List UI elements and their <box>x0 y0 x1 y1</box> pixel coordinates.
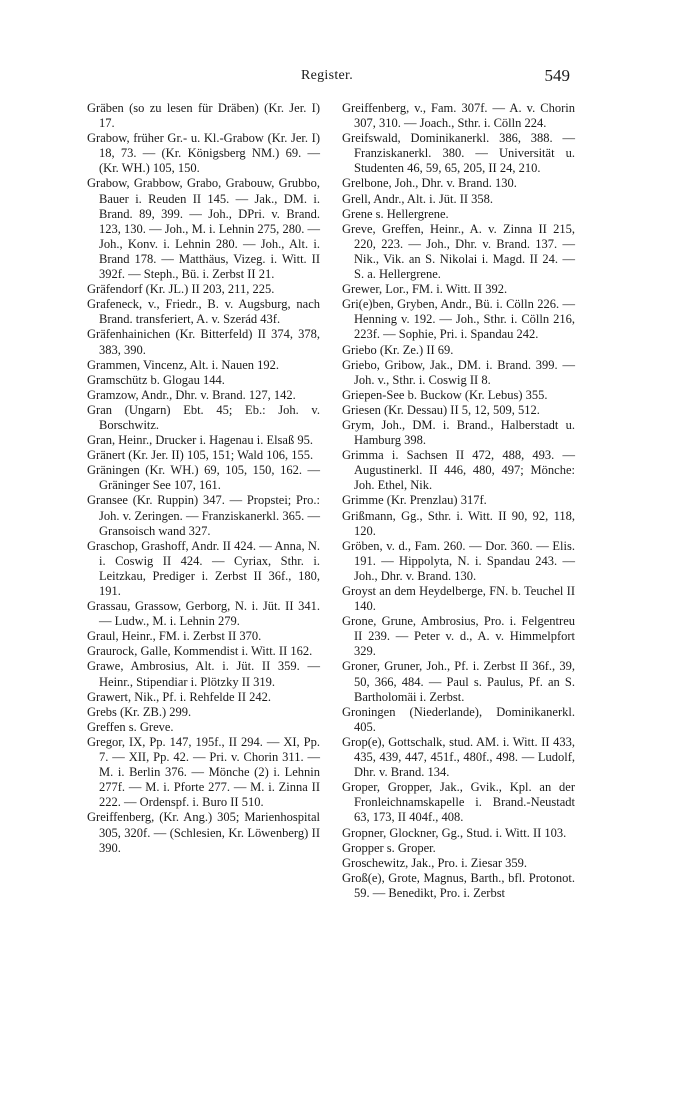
index-entry: Gräfendorf (Kr. JL.) II 203, 211, 225. <box>87 282 275 297</box>
running-title: Register. <box>300 68 354 83</box>
index-entry: Grelbone, Joh., Dhr. v. Brand. 130. <box>342 176 517 191</box>
index-entry: Groschewitz, Jak., Pro. i. Ziesar 359. <box>342 855 528 870</box>
index-entry: Grell, Andr., Alt. i. Jüt. II 358. <box>342 191 494 206</box>
index-entry: Greffen s. Greve. <box>87 719 174 734</box>
index-entry: Grop(e), Gottschalk, stud. AM. i. Witt. II 433, 435, 439, 447, 451f., 480f., 498. — Ludolf, Dhr. v. Brand. 134. <box>342 734 575 780</box>
index-entry: Greve, Greffen, Heinr., A. v. Zinna II 215, 220, 223. — Joh., Dhr. v. Brand. 137. — Nik., Vik. an S. Nikolai i. Magd. II 24. — S. a. Hellergrene. <box>342 221 575 282</box>
index-entry: Griebo, Gribow, Jak., DM. i. Brand. 399. — Joh. v., Sthr. i. Coswig II 8. <box>342 357 575 387</box>
index-entry: Gramzow, Andr., Dhr. v. Brand. 127, 142. <box>87 387 296 402</box>
index-entry: Griesen (Kr. Dessau) II 5, 12, 509, 512. <box>342 402 540 417</box>
index-entry: Grene s. Hellergrene. <box>342 206 449 221</box>
index-entry: Grafeneck, v., Friedr., B. v. Augsburg, nach Brand. transferiert, A. v. Szerád 43f. <box>87 297 320 327</box>
index-entry: Grawert, Nik., Pf. i. Rehfelde II 242. <box>87 689 271 704</box>
index-entry: Gropper s. Groper. <box>342 840 436 855</box>
index-entry: Groningen (Niederlande), Dominikanerkl. 405. <box>342 704 575 734</box>
page-number: 549 <box>544 66 570 85</box>
index-entry: Grewer, Lor., FM. i. Witt. II 392. <box>342 282 508 297</box>
index-entry: Gran (Ungarn) Ebt. 45; Eb.: Joh. v. Borschwitz. <box>87 402 320 432</box>
index-entry: Grimma i. Sachsen II 472, 488, 493. — Augustinerkl. II 446, 480, 497; Mönche: Joh. Ethel, Nik. <box>342 448 575 493</box>
index-entry: Griepen-See b. Buckow (Kr. Lebus) 355. <box>342 387 548 402</box>
index-entry: Grammen, Vincenz, Alt. i. Nauen 192. <box>87 357 280 372</box>
index-column-left <box>87 101 320 856</box>
index-entry: Grißmann, Gg., Sthr. i. Witt. II 90, 92, 118, 120. <box>342 508 575 538</box>
index-column-right <box>342 101 575 901</box>
page-header <box>84 68 570 90</box>
index-entry: Groper, Gropper, Jak., Gvik., Kpl. an der Fronleichnamskapelle i. Brand.-Neustadt 63, 173, II 404f., 408. <box>342 780 575 825</box>
index-entry: Grone, Grune, Ambrosius, Pro. i. Felgentreu II 239. — Peter v. d., A. v. Himmelpfort 329. <box>342 614 575 659</box>
index-entry: Greiffenberg, v., Fam. 307f. — A. v. Chorin 307, 310. — Joach., Sthr. i. Cölln 224. <box>342 101 575 131</box>
index-entry: Gregor, IX, Pp. 147, 195f., II 294. — XI, Pp. 7. — XII, Pp. 42. — Pri. v. Chorin 311. — M. i. Berlin 376. — Mönche (2) i. Lehnin 277f. — M. i. Pforte 277. — M. i. Zinna II 222. — Ordenspf. i. Buro II 510. <box>87 734 320 810</box>
index-entry: Greifswald, Dominikanerkl. 386, 388. — Franziskanerkl. 380. — Universität u. Studenten 46, 59, 65, 205, II 24, 210. <box>342 131 575 176</box>
index-entry: Grabow, Grabbow, Grabo, Grabouw, Grubbo, Bauer i. Reuden II 145. — Jak., DM. i. Brand. 89, 399. — Joh., DPri. v. Brand. 123, 130. — Joh., M. i. Lehnin 275, 280. — Joh., Konv. i. Lehnin 280. — Joh., Alt. i. Brand 178. — Matthäus, Vizeg. i. Witt. II 392f. — Steph., Bü. i. Zerbst II 21. <box>87 176 320 282</box>
index-entry: Gräben (so zu lesen für Dräben) (Kr. Jer. I) 17. <box>87 101 320 131</box>
index-entry: Graurock, Galle, Kommendist i. Witt. II 162. <box>87 644 313 659</box>
index-entry: Greiffenberg, (Kr. Ang.) 305; Marienhospital 305, 320f. — (Schlesien, Kr. Löwenberg) II 390. <box>87 810 320 855</box>
index-entry: Groyst an dem Heydelberge, FN. b. Teuchel II 140. <box>342 584 575 614</box>
index-entry: Grym, Joh., DM. i. Brand., Halberstadt u. Hamburg 398. <box>342 417 575 448</box>
index-entry: Graschop, Grashoff, Andr. II 424. — Anna, N. i. Coswig II 424. — Cyriax, Sthr. i. Leitzkau, Prediger i. Zerbst II 36f., 180, 191. <box>87 538 320 598</box>
index-entry: Gri(e)ben, Gryben, Andr., Bü. i. Cölln 226. — Henning v. 192. — Joh., Sthr. i. Cölln 216, 223f. — Sophie, Pri. i. Spandau 242. <box>342 297 575 342</box>
index-entry: Grabow, früher Gr.- u. Kl.-Grabow (Kr. Jer. I) 18, 73. — (Kr. Königsberg NM.) 69. — (Kr. WH.) 105, 150. <box>87 131 320 176</box>
index-entry: Gramschütz b. Glogau 144. <box>87 372 225 387</box>
index-entry: Gransee (Kr. Ruppin) 347. — Propstei; Pro.: Joh. v. Zeringen. — Franziskanerkl. 365. — Gransoisch wand 327. <box>87 493 320 538</box>
index-entry: Gräfenhainichen (Kr. Bitterfeld) II 374, 378, 383, 390. <box>87 327 320 357</box>
index-entry: Gröben, v. d., Fam. 260. — Dor. 360. — Elis. 191. — Hippolyta, N. i. Spandau 243. — Joh., Dhr. v. Brand. 130. <box>342 538 575 583</box>
index-entry: Grimme (Kr. Prenzlau) 317f. <box>342 493 487 508</box>
index-entry: Grawe, Ambrosius, Alt. i. Jüt. II 359. — Heinr., Stipendiar i. Plötzky II 319. <box>87 659 320 689</box>
index-entry: Groß(e), Grote, Magnus, Barth., bfl. Protonot. 59. — Benedikt, Pro. i. Zerbst <box>342 870 575 900</box>
index-entry: Groner, Gruner, Joh., Pf. i. Zerbst II 36f., 39, 50, 366, 484. — Paul s. Paulus, Pf. an S. Bartholomäi i. Zerbst. <box>342 659 575 704</box>
index-entry: Gränert (Kr. Jer. II) 105, 151; Wald 106, 155. <box>87 448 314 463</box>
index-entry: Grebs (Kr. ZB.) 299. <box>87 704 192 719</box>
index-entry: Gran, Heinr., Drucker i. Hagenau i. Elsaß 95. <box>87 433 313 448</box>
index-entry: Gropner, Glockner, Gg., Stud. i. Witt. II 103. <box>342 825 567 840</box>
index-entry: Griebo (Kr. Ze.) II 69. <box>342 342 454 357</box>
index-entry: Grassau, Grassow, Gerborg, N. i. Jüt. II 341. — Ludw., M. i. Lehnin 279. <box>87 599 320 629</box>
index-entry: Graul, Heinr., FM. i. Zerbst II 370. <box>87 629 262 644</box>
index-entry: Gräningen (Kr. WH.) 69, 105, 150, 162. — Gräninger See 107, 161. <box>87 463 320 493</box>
